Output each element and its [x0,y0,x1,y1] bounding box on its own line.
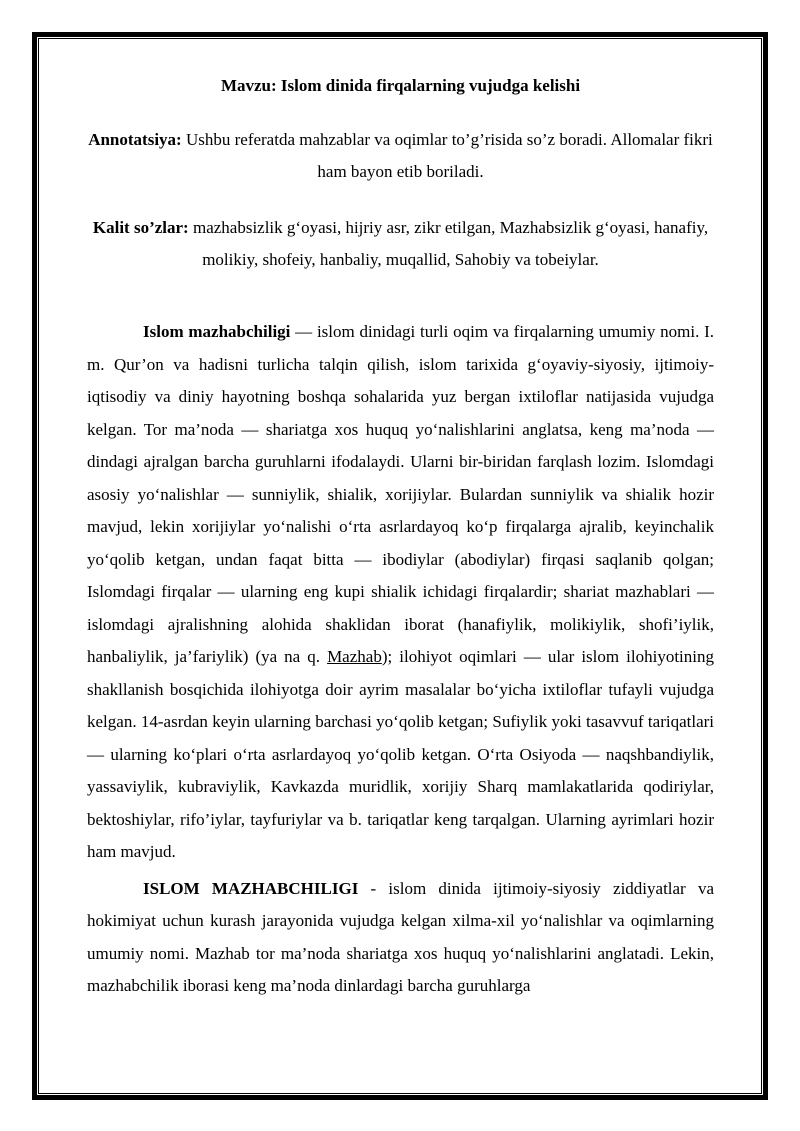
paragraph2-term: ISLOM MAZHABCHILIGI [143,878,359,898]
annotation-label: Annotatsiya: [88,130,182,149]
paragraph1-text-before-link: — islom dinidagi turli oqim va firqalarning umumiy nomi. I. m. Qur’on va hadisni turlicha talqin qilish, islom tarixida g‘oyaviy-siyosiy, ijtimoiy-iqtisodiy va diniy hayotning boshqa sohalarida yuz bergan ixtiloflar natijasida vujudga kelgan. Tor ma’noda — shariatga xos huquq yo‘nalishlarini anglatsa, keng ma’noda — dindagi ajralgan barcha guruhlarni ifodalaydi. Ularni bir-biridan farqlash lozim. Islomdagi asosiy yo‘nalishlar — sunniylik, shialik, xorijiylar. Bulardan sunniylik va shialik hozir mavjud, lekin xorijiylar yo‘nalishi o‘rta asrlardayoq ko‘p firqalarga ajralib, keyinchalik yo‘qolib ketgan, undan faqat bitta — ibodiylar (abodiylar) firqasi saqlanib qolgan; Islomdagi firqalar — ularning eng kupi shialik ichidagi firqalardir; shariat mazhablari — islomdagi ajralishning alohida shaklidan iborat (hanafiylik, molikiylik, shofi’iylik, hanbaliylik, ja’fariylik) (ya na q. [87,322,715,666]
keywords-label: Kalit so’zlar: [92,218,189,237]
paragraph1-term: Islom mazhabchiligi [143,322,291,341]
document-title: Mavzu: Islom dinida firqalarning vujudga kelishi [220,76,581,95]
annotation [87,124,714,188]
paragraph1-text-after-link: ); ilohiyot oqimlari — ular islom ilohiyotining shakllanish bosqichida ilohiyotga doir ayrim masalalar bo‘yicha ixtiloflar tufayli vujudga kelgan. 14-asrdan keyin ularning barchasi yo‘qolib ketgan; Sufiylik yoki tasavvuf tariqatlari — ularning ko‘plari o‘rta asrlardayoq yo‘qolib ketgan. O‘rta Osiyoda — naqshbandiylik, yassaviylik, kubraviylik, Kavkazda muridlik, xorijiy Sharq mamlakatlarida qodiriylar, bektoshiylar, rifo’iylar, tayfuriylar va b. tariqatlar keng tarqalgan. Ularning ayrimlari hozir ham mavjud. [87,647,714,861]
keywords [87,212,714,276]
document-body [87,70,714,1003]
mazhab-link[interactable]: Mazhab [327,647,382,666]
annotation-text: Ushbu referatda mahzablar va oqimlar to’g’risida so’z boradi. Allomalar fikri ham bayon etib boriladi. [181,130,713,181]
paragraph-islom-mazhabchiligi-caps [87,873,714,1003]
paragraph2-text: - islom dinida ijtimoiy-siyosiy ziddiyatlar va hokimiyat uchun kurash jarayonida vujudga kelgan xilma-xil yo‘nalishlar va oqimlarning umumiy nomi. Mazhab tor ma’noda shariatga xos huquq yo‘nalishlarini anglatadi. Lekin, mazhabchilik iborasi keng ma’noda dinlardagi barcha guruhlarga [87,878,714,995]
paragraph-islom-mazhabchiligi [87,316,714,869]
keywords-text: mazhabsizlik g‘oyasi, hijriy asr, zikr etilgan, Mazhabsizlik g‘oyasi, hanafiy, molikiy, shofeiy, hanbaliy, muqallid, Sahobiy va tobeiylar. [188,218,709,269]
